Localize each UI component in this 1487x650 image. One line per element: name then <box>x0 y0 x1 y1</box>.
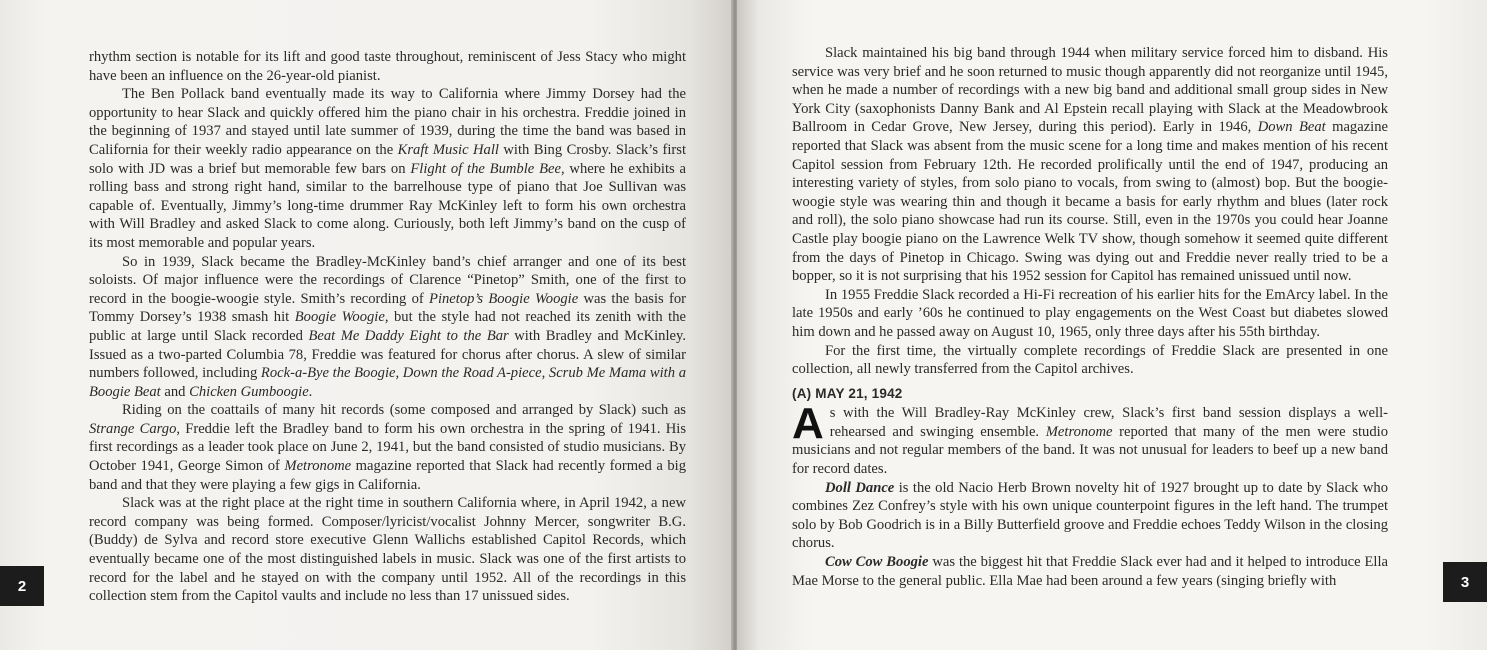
paragraph <box>792 44 1388 286</box>
text-run: was the biggest hit that Freddie Slack ever had and it helped to introduce Ella Mae Morse to the general public. Ella Mae had been around a few years (singing briefly with <box>792 554 1388 589</box>
paragraph <box>792 286 1388 342</box>
song-title: Doll Dance <box>825 479 895 496</box>
page-number-right: 3 <box>1443 562 1487 602</box>
text-run: For the first time, the virtually complete recordings of Freddie Slack are presented in one collection, all newly transferred from the Capitol archives. <box>792 342 1388 378</box>
text-run: . <box>308 383 313 400</box>
text-run: Riding on the coattails of many hit records (some composed and arranged by Slack) such as <box>122 402 686 419</box>
italic-title: Pinetop’s Boogie Woogie <box>429 290 579 307</box>
right-page-body <box>792 44 1388 590</box>
drop-cap-letter: A <box>792 399 824 449</box>
italic-title: Metronome <box>1045 423 1113 440</box>
text-run: magazine reported that Slack was absent from the music scene for a long time and makes mention of his recent Capitol session from February 12th. He recorded prolifically until the end of 1947, producing an interesting variety of styles, from solo piano to vocals, from swing to (almost) bop. But the boogie-woogie style was wearing thin and though it became a basis for early rhythm and blues (later rock and roll), the solo piano showcase had run its course. Still, even in the 1970s you could hear Joanne Castle play boogie piano on the Lawrence Welk TV show, though somehow it seemed quite different from the days of Pinetop in Chicago. Swing was dying out and Freddie never really tried to be a bopper, so it is not surprising that his 1952 session for Capitol has remained unissued until now. <box>792 119 1389 285</box>
text-run: , where he exhibits a rolling bass and strong right hand, similar to the barrelhouse type of piano that Joe Sullivan was capable of. Eventually, Jimmy’s long-time drummer Ray McKinley left to form his own orchestra with Will Bradley and asked Slack to come along. Curiously, both left Jimmy’s band on the cusp of its most memorable and popular years. <box>89 160 686 251</box>
paragraph <box>792 342 1388 379</box>
text-run: rhythm section is notable for its lift and good taste throughout, reminiscent of Jess Stacy who might have been an influence on the 26-year-old pianist. <box>89 49 686 84</box>
text-run: s with the Will Bradley-Ray McKinley crew, Slack’s first band session displays a well-rehearsed and swinging ensemble. <box>829 405 1388 440</box>
italic-title: Beat Me Daddy Eight to the Bar <box>308 327 509 344</box>
text-run: magazine reported that Slack had recently formed a big band and that they were playing a few gigs in California. <box>89 458 686 493</box>
text-run: In 1955 Freddie Slack recorded a Hi-Fi recreation of his earlier hits for the EmArcy label. In the late 1950s and early ’60s he continued to play engagements on the West Coast but diabetes slowed him down and he passed away on August 10, 1965, only three days after his 55th birthday. <box>792 286 1388 340</box>
text-run: , but the style had not reached its zenith with the public at large until Slack recorded <box>89 309 686 344</box>
italic-title: Down Beat <box>1257 119 1326 136</box>
dropcap-paragraph <box>792 399 1388 478</box>
text-run: and <box>160 383 190 400</box>
text-run: So in 1939, Slack became the Bradley-McKinley band’s chief arranger and one of its best soloists. Of major influence were the recordings of Clarence “Pinetop” Smith, one of the first to record in the boogie-woogie style. Smith’s recording of <box>89 253 686 307</box>
italic-title: Boogie Woogie <box>294 309 385 326</box>
left-page-body <box>89 48 686 606</box>
italic-title: Metronome <box>284 458 352 475</box>
right-page <box>737 0 1487 650</box>
right-page-track-notes <box>792 479 1388 591</box>
dropcap-paragraph-text <box>792 399 1388 478</box>
italic-title: Kraft Music Hall <box>397 141 499 158</box>
paragraph <box>89 494 686 606</box>
text-run: The Ben Pollack band eventually made its way to California where Jimmy Dorsey had the opportunity to hear Slack and quickly offered him the piano chair in his orchestra. Freddie joined in the beginning of 1937 and stayed until late summer of 1939, during the time the band was based in California for their weekly radio appearance on the <box>89 86 686 158</box>
text-run: , Freddie left the Bradley band to form his own orchestra in the spring of 1941. His first recordings as a leader took place on June 2, 1941, but the band consisted of studio musicians. By October 1941, George Simon of <box>89 420 686 475</box>
right-page-intro-text <box>792 44 1388 379</box>
italic-title: Chicken Gumboogie <box>189 383 309 400</box>
paragraph <box>89 253 686 402</box>
text-run: with Bradley and McKinley. Issued as a two-parted Columbia 78, Freddie was featured for chorus after chorus. A slew of similar numbers followed, including <box>89 327 687 382</box>
paragraph <box>89 85 686 252</box>
text-run: is the old Nacio Herb Brown novelty hit of 1927 brought up to date by Slack who combines Zez Confrey’s style with his own unique counterpoint figures in the left hand. The trumpet solo by Bob Goodrich is in a Billy Butterfield groove and Freddie echoes Teddy Wilson in the closing chorus. <box>792 479 1388 552</box>
text-run: was the basis for Tommy Dorsey’s 1938 smash hit <box>89 290 687 326</box>
section-heading: (A) MAY 21, 1942 <box>792 385 903 401</box>
text-run: with Bing Crosby. Slack’s first solo with JD was a brief but memorable few bars on <box>89 141 686 177</box>
italic-title: Strange Cargo <box>89 420 177 437</box>
italic-title: Flight of the Bumble Bee <box>410 160 561 177</box>
italic-title: Rock-a-Bye the Boogie, Down the Road A-piece, Scrub Me Mama with a Boogie Beat <box>89 365 686 400</box>
text-run: reported that many of the men were studio musicians and not regular members of the band. It was not unusual for leaders to beef up a new band for record dates. <box>792 423 1388 478</box>
page-number-left: 2 <box>0 566 44 606</box>
song-title: Cow Cow Boogie <box>825 554 929 571</box>
text-run: Slack maintained his big band through 1944 when military service forced him to disband. His service was very brief and he soon returned to music though apparently did not reorganize until 1945, when he made a number of recordings with a new big band and additional small group sides in New York City (saxophonists Danny Bank and Al Epstein recall playing with Slack at the Meadowbrook Ballroom in Cedar Grove, New Jersey, during this period). Early in 1946, <box>792 45 1388 136</box>
text-run: Slack was at the right place at the right time in southern California where, in April 1942, a new record company was being formed. Composer/lyricist/vocalist Johnny Mercer, songwriter B.G. (Buddy) de Sylva and record store executive Glenn Wallichs established Capitol Records, which eventually became one of the most distinguished labels in music. Slack was one of the first artists to record for the label and he stayed on with the company until 1952. All of the recordings in this collection stem from the Capitol vaults and include no less than 17 unissued sides. <box>89 495 686 605</box>
paragraph <box>792 479 1388 553</box>
paragraph <box>89 48 686 85</box>
left-page <box>0 0 733 650</box>
paragraph <box>792 553 1388 590</box>
paragraph <box>89 401 686 494</box>
